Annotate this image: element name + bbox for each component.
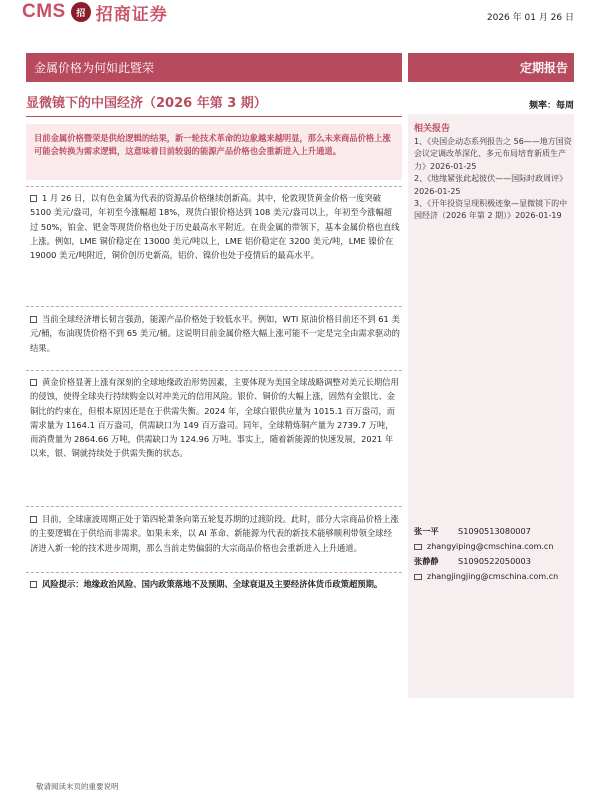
report-date: 2026 年 01 月 26 日 — [486, 13, 574, 23]
analyst-2-email[interactable] — [414, 572, 558, 581]
analyst-id: S1090522050003 — [458, 556, 531, 566]
paragraph-text: 1 月 26 日，以有色金属为代表的资源品价格继续创新高。其中，伦敦现货黄金价格一度突破 5100 美元/盎司，年初至今涨幅超 18%，现货白银价格达到 108 美元/盎司以上，年初至今涨幅超过 50%，铂金、钯金等现货价格也处于历史最高水平附近。在贵金属的带领下，基本金属价格也直线上涨。例如，LME 铜价稳定在 13000 美元/吨以上，LME 铝价稳定在 3200 美元/吨，LME 镍价在 19000 美元/吨附近，铜价创历史新高，铝价、镍价也处于疫情后的最高水平。 — [30, 193, 400, 261]
related-report-item[interactable]: 2、《地缘紧张此起彼伏——国际时政周评》2026-01-25 — [414, 174, 568, 196]
logo-chinese-text: 招商证券 — [95, 4, 168, 25]
paragraph-text: 黄金价格显著上涨有深刻的全球地缘政治形势因素，主要体现为美国全球战略调整对美元长期信用的侵蚀，使得全球央行持续购金以对冲美元的信用风险。银价、铜价的大幅上涨，固然有金银比、金铜比的约束在，但根本原因还是在于供需失衡。2024 年，全球白银供应量为 1015.1 百万盎司，而需求量为 1164.1 百万盎司，供需缺口为 149 百万盎司。同年，全球精炼铜产量为 2739.7 万吨，而消费量为 2864.66 万吨，供需缺口为 124.96 万吨。事实上，随着新能源的快速发展，2021 年以来，银、铜就持续处于供需失衡的状态。 — [30, 377, 399, 459]
risk-text: 风险提示：地缘政治风险、国内政策落地不及预期、全球衰退及主要经济体货币政策超预期。 — [42, 579, 383, 589]
analyst-1 — [414, 526, 531, 537]
section-divider — [26, 506, 402, 507]
checkbox-bullet-icon — [30, 316, 37, 323]
related-reports-title: 相关报告 — [414, 124, 451, 134]
paragraph-2 — [30, 312, 400, 355]
report-type-banner — [408, 53, 574, 82]
paragraph-text: 当前全球经济增长韧言强劲，能源产品价格处于较低水平。例如，WTI 原油价格目前还不到 61 美元/桶，布油现货价格不到 65 美元/桶。这说明目前金属价格大幅上涨可能不一定是完全由需求驱动的结果。 — [30, 314, 400, 353]
analyst-name: 张一平 — [414, 526, 439, 536]
related-report-item[interactable]: 1、《央国企动态系列报告之 56——地方国资会议定调改革深化、多元布局培育新质生产力》2026-01-25 — [414, 137, 572, 171]
analyst-2 — [414, 556, 531, 567]
title-banner — [26, 53, 402, 82]
report-title: 金属价格为何如此暨荣 — [34, 61, 155, 75]
footer-disclaimer: 敬请阅读末页的重要说明 — [36, 782, 119, 791]
analyst-email[interactable]: zhangyiping@cmschina.com.cn — [427, 542, 554, 551]
company-logo — [22, 1, 168, 25]
report-subtitle: 显微镜下的中国经济（2026 年第 3 期） — [26, 96, 267, 111]
section-divider — [26, 306, 402, 307]
checkbox-bullet-icon — [30, 581, 37, 588]
section-divider — [26, 186, 402, 187]
analyst-1-email[interactable] — [414, 542, 553, 551]
paragraph-4 — [30, 512, 400, 555]
related-reports-list — [414, 136, 572, 223]
subtitle-divider — [26, 116, 402, 117]
frequency-label: 频率：每周 — [528, 101, 574, 111]
paragraph-3 — [30, 375, 400, 461]
logo-cms-text: CMS — [22, 1, 66, 22]
analyst-email[interactable]: zhangjingjing@cmschina.com.cn — [427, 572, 559, 581]
section-divider — [26, 572, 402, 573]
checkbox-bullet-icon — [30, 516, 37, 523]
logo-badge-icon: 招 — [71, 2, 91, 22]
mail-icon — [414, 574, 422, 580]
paragraph-1 — [30, 191, 400, 262]
section-divider — [26, 370, 402, 371]
checkbox-bullet-icon — [30, 195, 37, 202]
checkbox-bullet-icon — [30, 379, 37, 386]
related-report-item[interactable]: 3、《开年投资呈现积极迹象—显微镜下的中国经济（2026 年第 2 期）》2026-01-19 — [414, 198, 568, 221]
paragraph-text: 目前，全球康波周期正处于第四轮萧条向第五轮复苏期的过渡阶段。此时，部分大宗商品价格上涨的主要逻辑在于供给而非需求。如果未来，以 AI 革命、新能源为代表的新技术能够顺利带领全球经济进入新一轮的技术进步周期，那么当前走势偏弱的大宗商品价格也会重新进入上升通道。 — [30, 514, 399, 553]
analyst-id: S1090513080007 — [458, 526, 531, 536]
report-type-label: 定期报告 — [519, 61, 568, 75]
analyst-name: 张静静 — [414, 556, 439, 566]
risk-warning — [30, 577, 400, 591]
mail-icon — [414, 544, 422, 550]
summary-box: 目前金属价格暨荣是供给逻辑的结果，新一轮技术革命的边象越来越明显，那么未来商品价格上涨可能会转换为需求逻辑，这意味着目前较弱的能源产品价格也会重新进入上升通道。 — [26, 124, 402, 180]
